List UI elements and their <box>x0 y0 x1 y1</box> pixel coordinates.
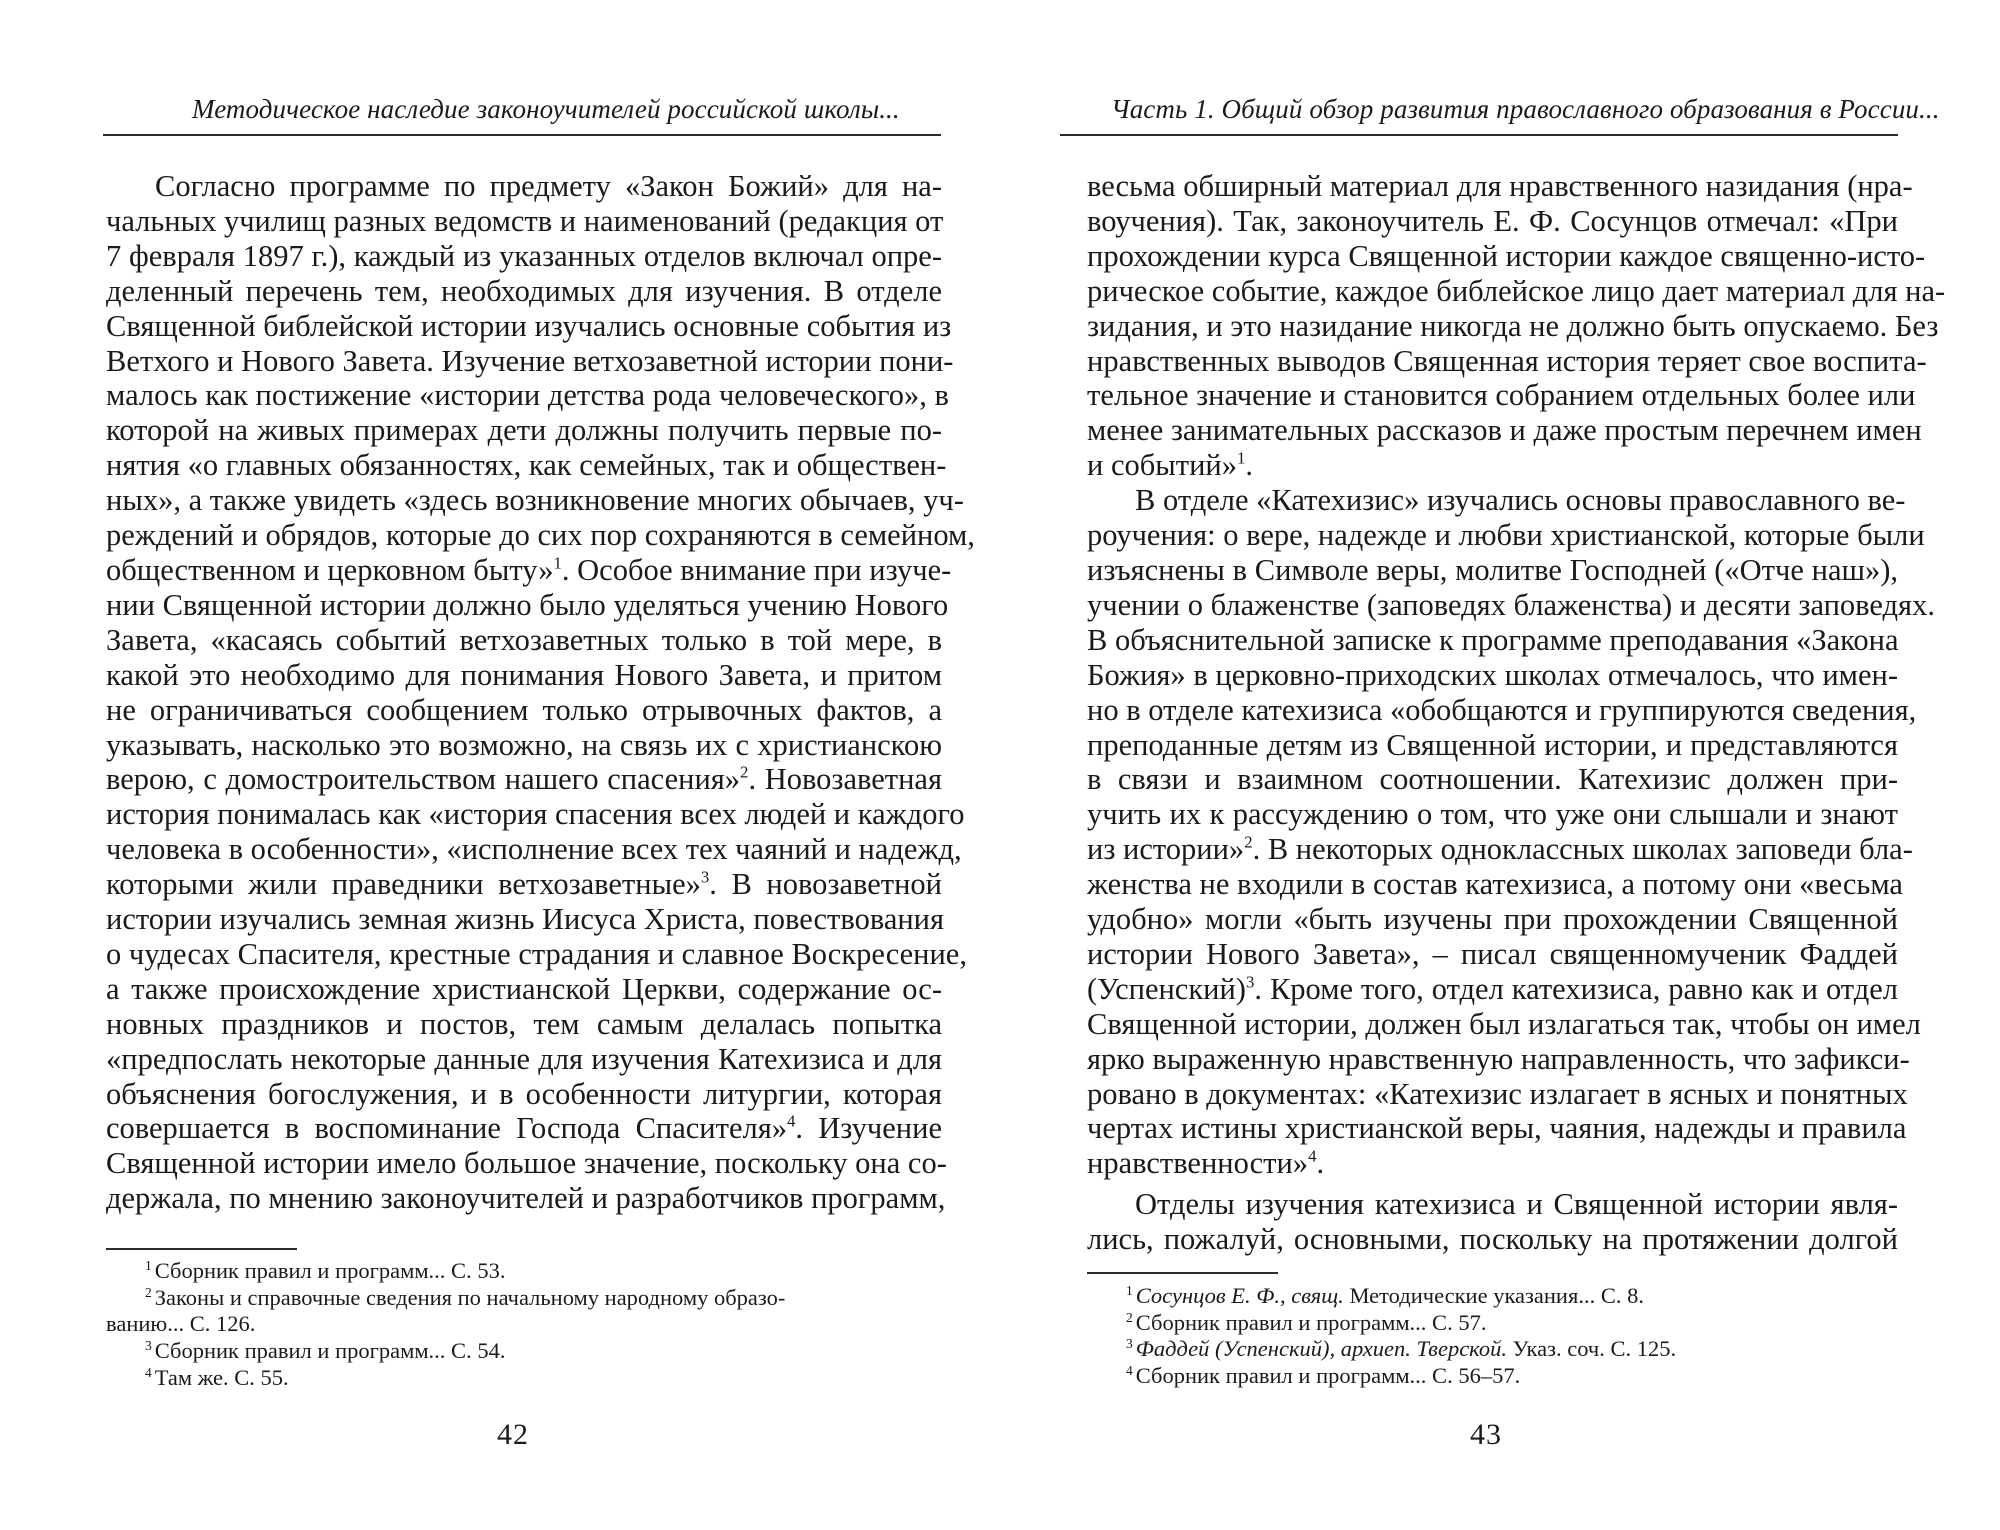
footnote-text: Сборник правил и программ... С. 54. <box>154 1338 506 1364</box>
line-text: деленный перечень тем, необходимых для изучения. В отделе <box>106 273 942 308</box>
text-line <box>1087 623 1898 658</box>
line-text: а также происхождение христианской Церкви, содержание ос- <box>106 971 942 1006</box>
text-line <box>1087 448 1898 483</box>
line-text: история понималась как «история спасения всех людей и каждого <box>106 797 965 832</box>
text-line <box>1087 832 1913 867</box>
running-head: Методическое наследие законоучителей российской школы... <box>192 94 900 124</box>
line-text: нятия «о главных обязанностях, как семейных, так и обществен- <box>106 448 947 483</box>
body-text <box>1087 169 1946 1257</box>
text-line <box>106 587 949 623</box>
footnote-rule <box>1087 1272 1278 1274</box>
text-line <box>1087 1041 1910 1077</box>
line-text: изъяснены в Символе веры, молитве Господней («Отче наш»), <box>1087 552 1898 587</box>
text-line <box>106 169 942 204</box>
text-line <box>106 1042 942 1077</box>
line-text: истории изучались земная жизнь Иисуса Христа, повествования <box>106 902 945 937</box>
line-text-after: . Кроме того, отдел катехизиса, равно как и отдел <box>1254 971 1898 1006</box>
line-text: Священной библейской истории изучались основные события из <box>106 308 952 343</box>
text-line <box>106 867 942 902</box>
line-text: малось как постижение «истории детства рода человеческого», в <box>106 378 949 413</box>
footnote-number: 2 <box>1126 1309 1133 1325</box>
text-line <box>1087 308 1939 344</box>
footnote-ref: 3 <box>700 867 710 887</box>
line-text: роучения: о вере, надежде и любви христианской, которые были <box>1087 518 1925 553</box>
footnote <box>106 1311 942 1338</box>
text-line <box>106 902 945 937</box>
footnote-text: Сборник правил и программ... С. 57. <box>1135 1309 1487 1335</box>
text-line <box>106 343 954 379</box>
line-text: прохождении курса Священной истории каждое священно-исто- <box>1087 238 1926 273</box>
line-text: но в отделе катехизиса «обобщаются и группируются сведения, <box>1087 692 1917 727</box>
footnote-number: 3 <box>145 1338 152 1354</box>
text-line <box>106 728 942 763</box>
text-line <box>106 1077 942 1112</box>
text-line <box>106 693 942 728</box>
text-line <box>1087 728 1898 763</box>
line-text: менее занимательных рассказов и даже простым перечнем имен <box>1087 413 1922 448</box>
text-line <box>1087 413 1922 448</box>
text-line <box>106 483 964 518</box>
line-text: Божия» в церковно-приходских школах отмечалось, что имен- <box>1087 657 1898 692</box>
footnote <box>106 1285 942 1312</box>
line-text: верою, с домостроительством нашего спасения» <box>106 762 741 797</box>
footnote-ref: 3 <box>1245 972 1255 992</box>
line-text: тельное значение и становится собранием отдельных более или <box>1087 378 1916 413</box>
line-text: ровано в документах: «Катехизис излагает в ясных и понятных <box>1087 1076 1908 1111</box>
line-text: В объяснительной записке к программе преподавания «Закона <box>1087 622 1899 657</box>
footnotes <box>106 1258 942 1392</box>
footnote <box>1087 1363 1898 1390</box>
footnote-text: Указ. соч. С. 125. <box>1506 1336 1677 1362</box>
footnote-number: 3 <box>1126 1336 1133 1352</box>
footnote-ref: 2 <box>740 762 749 782</box>
line-text: Согласно программе по предмету «Закон Божий» для на- <box>155 169 942 203</box>
text-line <box>1087 658 1898 693</box>
text-line <box>1087 169 1913 204</box>
line-text: новных праздников и постов, тем самым делалась попытка <box>106 1006 942 1041</box>
text-line <box>1087 692 1917 728</box>
text-line <box>1087 1187 1898 1222</box>
line-text: реждений и обрядов, которые до сих пор сохраняются в семейном, <box>106 518 975 553</box>
text-line <box>1087 518 1925 553</box>
line-text: учении о блаженстве (заповедях блаженства) и десяти заповедях. <box>1087 587 1935 622</box>
line-text: воучения). Так, законоучитель Е. Ф. Сосунцов отмечал: «При <box>1087 203 1898 238</box>
footnote <box>106 1365 942 1392</box>
text-line <box>1087 902 1898 937</box>
footnote-ref: 1 <box>1236 448 1246 468</box>
line-text: преподанные детям из Священной истории, и представляются <box>1087 727 1898 762</box>
text-line <box>1087 378 1916 413</box>
text-line <box>106 308 952 344</box>
line-text: о чудесах Спасителя, крестные страдания и славное Воскресение, <box>106 936 967 971</box>
line-text: весьма обширный материал для нравственного назидания (нра- <box>1087 169 1913 203</box>
line-text: истории Нового Завета», – писал священномученик Фаддей <box>1087 936 1898 971</box>
text-line <box>106 658 942 693</box>
footnote-ref: 1 <box>553 553 562 573</box>
footnote-text: Там же. С. 55. <box>154 1364 289 1390</box>
text-line <box>106 623 942 658</box>
line-text: ярко выраженную нравственную направленность, что зафикси- <box>1087 1041 1910 1076</box>
line-text: какой это необходимо для понимания Нового Завета, и притом <box>106 657 942 692</box>
text-line <box>106 518 975 553</box>
page-number: 43 <box>1470 1418 1502 1451</box>
text-line <box>1087 972 1898 1007</box>
footnote-ref: 4 <box>787 1111 796 1131</box>
footnote-number: 4 <box>145 1364 152 1380</box>
footnote-text: Законы и справочные сведения по начальному народному образо- <box>154 1284 786 1310</box>
text-line <box>1087 937 1898 972</box>
line-text-after: . <box>1245 448 1253 483</box>
body-text <box>106 169 975 1216</box>
text-line <box>1087 1111 1907 1146</box>
footnote-text: Сборник правил и программ... С. 56–57. <box>1135 1363 1521 1389</box>
line-text: в связи и взаимном соотношении. Катехизис должен при- <box>1087 762 1898 797</box>
line-text: и событий» <box>1087 448 1237 483</box>
footnote-text: ванию... С. 126. <box>106 1311 256 1337</box>
line-text: В отделе «Катехизис» изучались основы православного ве- <box>1135 483 1906 518</box>
footnotes <box>1087 1283 1898 1390</box>
text-line <box>1087 797 1898 832</box>
line-text: держала, по мнению законоучителей и разработчиков программ, <box>106 1181 946 1216</box>
text-line <box>1087 587 1935 623</box>
line-text: Священной истории имело большое значение, поскольку она со- <box>106 1146 947 1181</box>
footnote-ref: 4 <box>1308 1146 1317 1166</box>
footnote-number: 1 <box>1126 1282 1133 1298</box>
line-text: Ветхого и Нового Завета. Изучение ветхозаветной истории пони- <box>106 343 954 378</box>
text-line <box>106 1007 942 1042</box>
line-text: объяснения богослужения, и в особенности литургии, которая <box>106 1076 942 1111</box>
text-line <box>1087 343 1927 379</box>
line-text: из истории» <box>1087 832 1245 867</box>
text-line <box>1087 762 1898 797</box>
text-line <box>1087 238 1926 274</box>
line-text: удобно» могли «быть изучены при прохождении Священной <box>1087 902 1898 937</box>
text-line <box>1087 1006 1921 1042</box>
text-line <box>106 762 942 797</box>
footnote-number: 4 <box>1126 1363 1133 1379</box>
text-line <box>1087 1146 1898 1181</box>
footnote-ref: 2 <box>1244 832 1253 852</box>
text-line <box>1087 867 1903 902</box>
line-text-after: . Особое внимание при изуче- <box>561 552 952 587</box>
line-text-after: . Новозаветная <box>748 762 942 797</box>
footnote-author: Фаддей (Успенский), архиеп. Тверской. <box>1135 1336 1507 1362</box>
text-line <box>1087 273 1946 309</box>
line-text-after: . В новозаветной <box>709 867 942 902</box>
line-text: указывать, насколько это возможно, на связь их с христианскою <box>106 727 942 762</box>
line-text: ных», а также увидеть «здесь возникновение многих обычаев, уч- <box>106 483 964 518</box>
line-text: 7 февраля 1897 г.), каждый из указанных отделов включал опре- <box>106 238 942 273</box>
line-text: которыми жили праведники ветхозаветные» <box>106 867 701 902</box>
text-line <box>106 797 965 832</box>
line-text: «предпослать некоторые данные для изучения Катехизиса и для <box>106 1041 942 1076</box>
line-text: нии Священной истории должно было уделяться учению Нового <box>106 587 949 622</box>
footnote <box>106 1338 942 1365</box>
line-text: (Успенский) <box>1087 971 1246 1006</box>
text-line <box>106 378 949 413</box>
footnote <box>1087 1283 1898 1310</box>
line-text: общественном и церковном быту» <box>106 552 554 587</box>
text-line <box>1087 1222 1898 1257</box>
line-text: рическое событие, каждое библейское лицо дает материал для на- <box>1087 273 1946 308</box>
line-text: Завета, «касаясь событий ветхозаветных только в той мере, в <box>106 622 942 657</box>
line-text: чертах истины христианской веры, чаяния, надежды и правила <box>1087 1111 1907 1146</box>
text-line <box>1087 1076 1908 1112</box>
line-text: зидания, и это назидание никогда не должно быть опускаемо. Без <box>1087 308 1939 343</box>
text-line <box>106 552 952 588</box>
text-line <box>106 274 942 309</box>
line-text: совершается в воспоминание Господа Спасителя» <box>106 1111 787 1146</box>
line-text-after: . <box>1316 1146 1325 1181</box>
text-line <box>1087 483 1906 518</box>
footnote <box>1087 1310 1898 1337</box>
line-text: нравственности» <box>1087 1146 1309 1181</box>
line-text: которой на живых примерах дети должны получить первые по- <box>106 413 942 448</box>
page-number: 42 <box>497 1418 529 1451</box>
text-line <box>106 972 942 1007</box>
footnote-author: Сосунцов Е. Ф., свящ. <box>1135 1283 1344 1308</box>
footnote-text: Методические указания... С. 8. <box>1343 1283 1644 1308</box>
text-line <box>106 1181 946 1216</box>
footnote-rule <box>106 1248 297 1250</box>
header-rule <box>1060 134 1898 136</box>
text-line <box>106 1111 942 1146</box>
line-text: Священной истории, должен был излагаться так, чтобы он имел <box>1087 1006 1921 1041</box>
line-text-after: . Изучение <box>795 1111 942 1146</box>
line-text: чальных училищ разных ведомств и наименований (редакция от <box>106 203 944 238</box>
line-text-after: . В некоторых одноклассных школах заповеди бла- <box>1252 832 1913 867</box>
text-line <box>106 1146 947 1181</box>
line-text: человека в особенности», «исполнение всех тех чаяний и надежд, <box>106 832 962 867</box>
text-line <box>1087 204 1898 239</box>
line-text: Отделы изучения катехизиса и Священной истории явля- <box>1135 1187 1898 1222</box>
footnote <box>106 1258 942 1285</box>
text-line <box>106 448 947 483</box>
text-line <box>106 832 962 867</box>
right-page <box>1000 0 2000 1530</box>
footnote-number: 1 <box>145 1257 152 1273</box>
text-line <box>1087 553 1898 588</box>
header-rule <box>103 134 941 136</box>
text-line <box>106 413 942 448</box>
line-text: женства не входили в состав катехизиса, а потому они «весьма <box>1087 867 1903 902</box>
line-text: не ограничиваться сообщением только отрывочных фактов, а <box>106 692 942 727</box>
text-line <box>106 239 942 274</box>
footnote-number: 2 <box>145 1284 152 1300</box>
footnote <box>1087 1336 1898 1363</box>
line-text: нравственных выводов Священная история теряет свое воспита- <box>1087 343 1927 378</box>
line-text: учить их к рассуждению о том, что уже они слышали и знают <box>1087 797 1898 832</box>
footnote-text: Сборник правил и программ... С. 53. <box>154 1258 506 1283</box>
text-line <box>106 936 967 972</box>
text-line <box>106 204 942 239</box>
line-text: лись, пожалуй, основными, поскольку на протяжении долгой <box>1087 1222 1898 1257</box>
running-head: Часть 1. Общий обзор развития православного образования в России... <box>1111 94 1940 124</box>
